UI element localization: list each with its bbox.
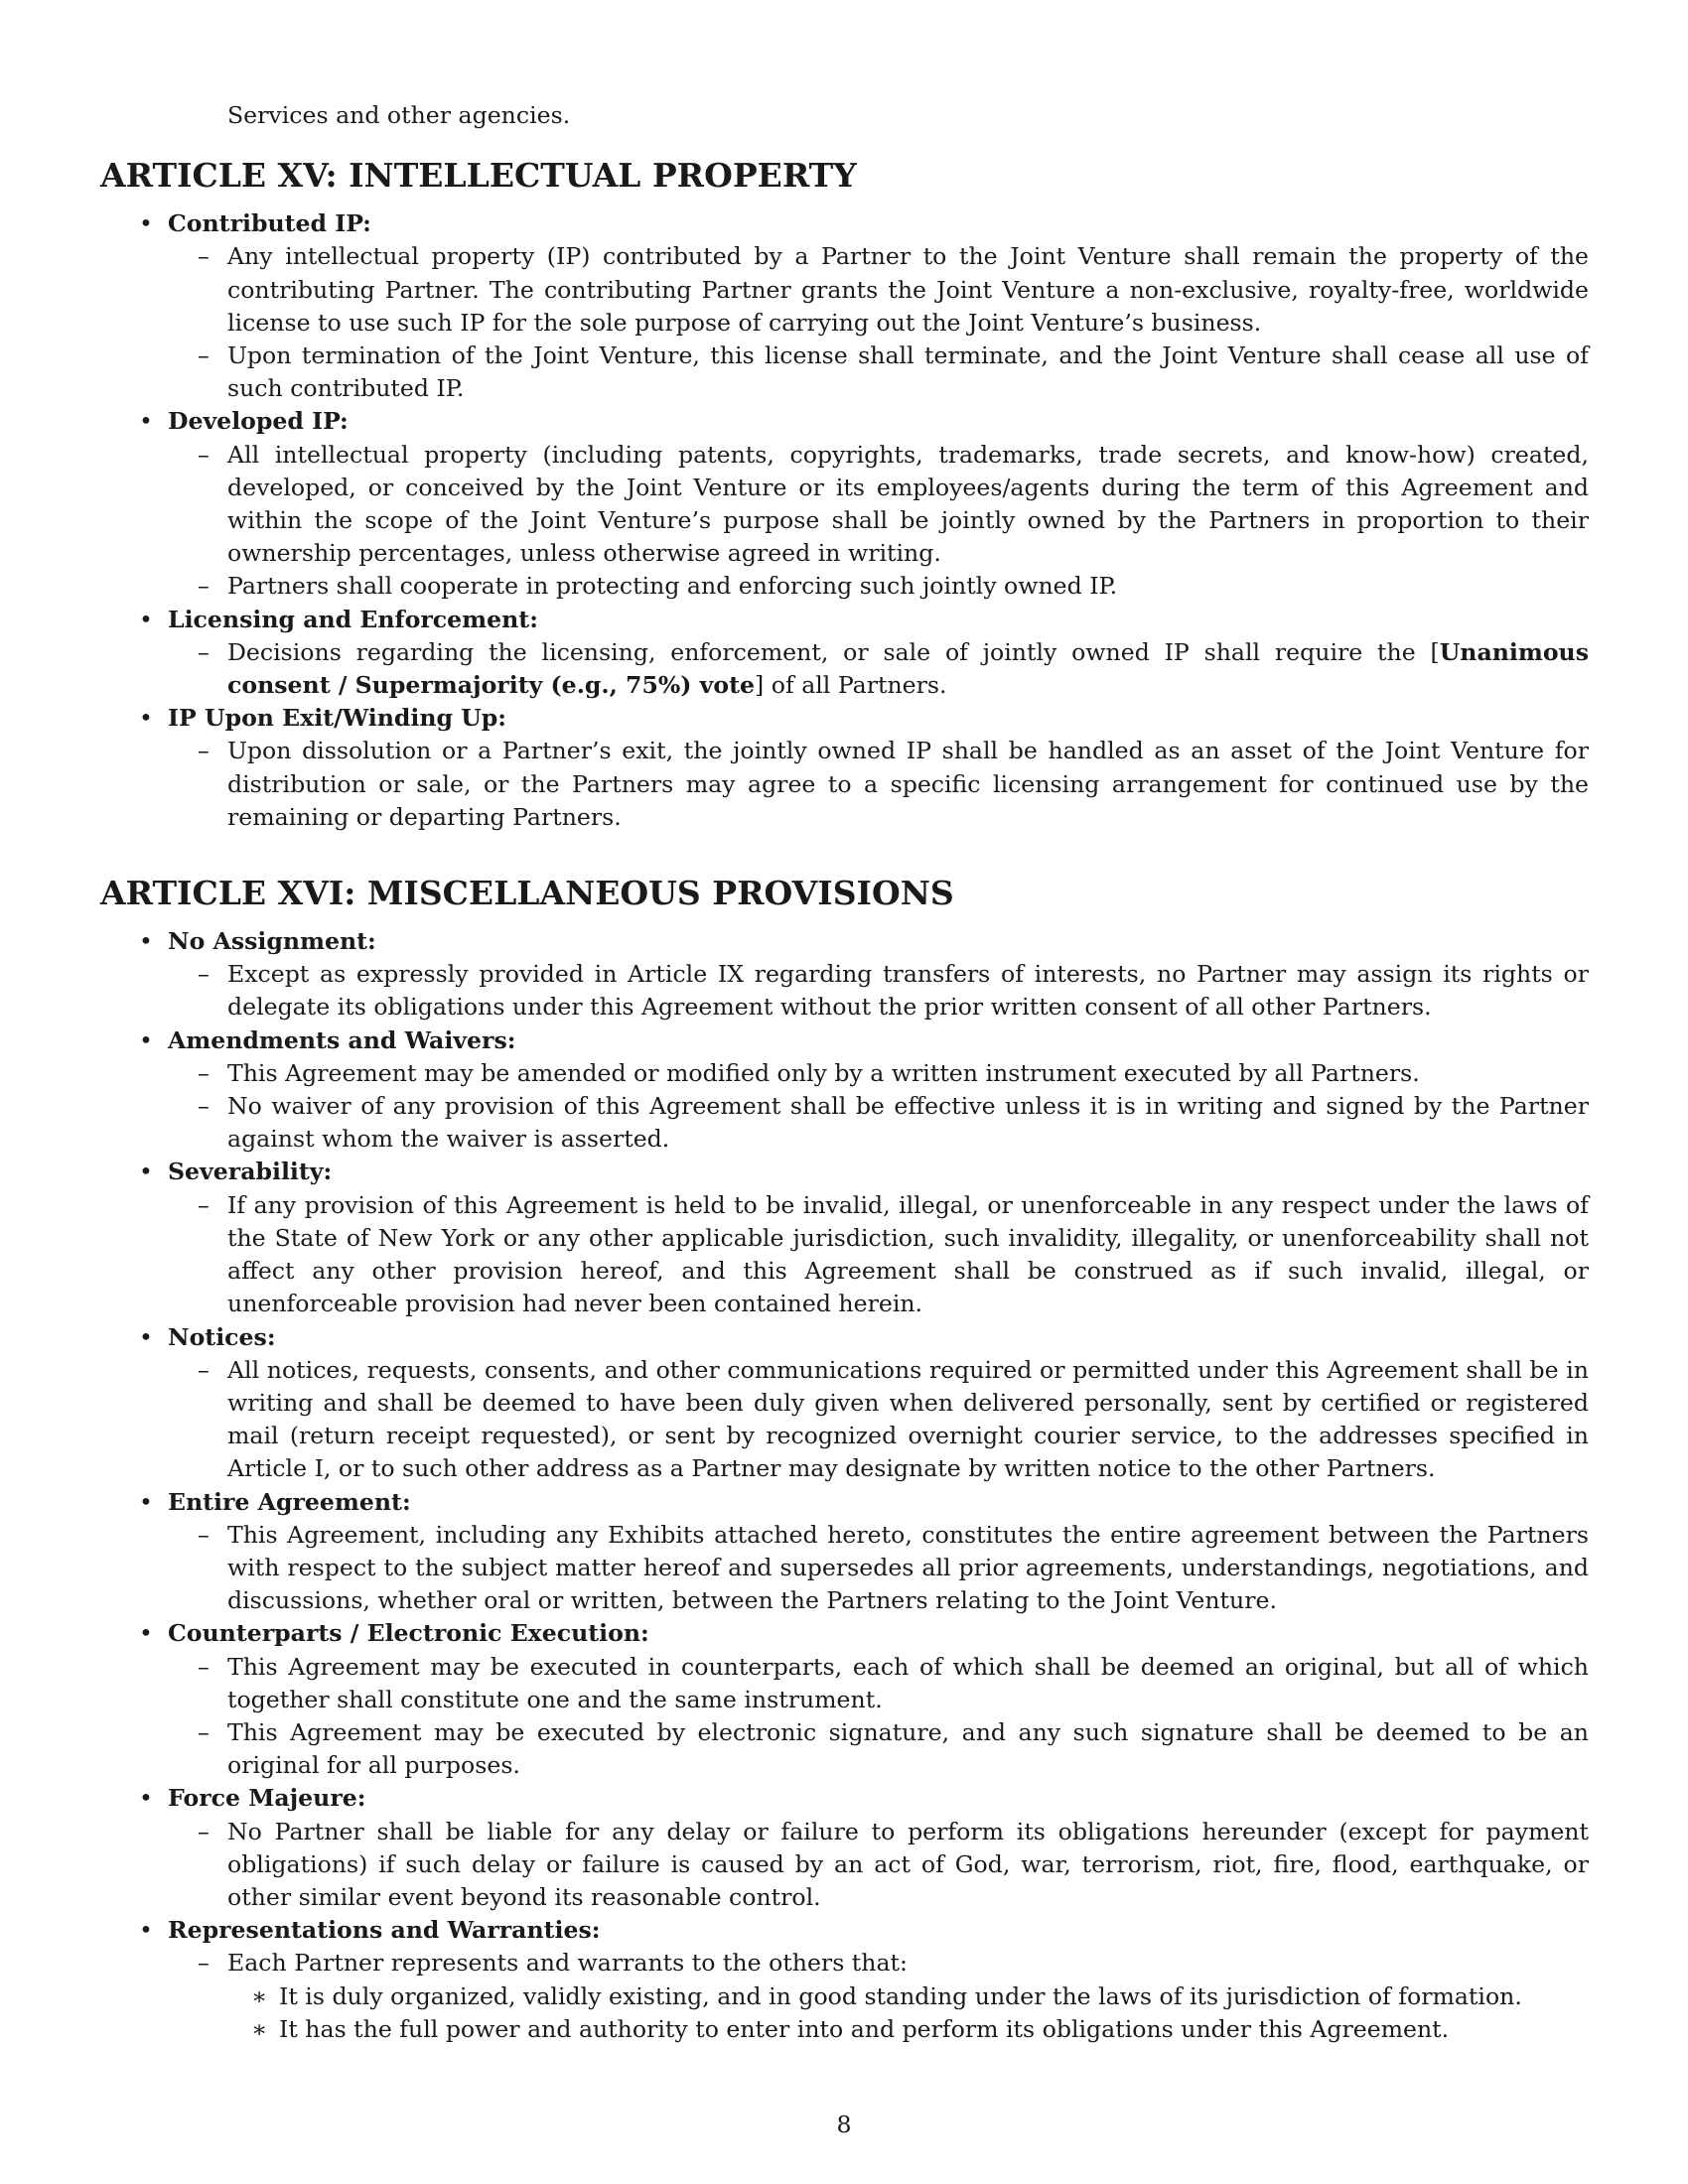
bullet-icon: • — [139, 704, 153, 733]
article-xv-list — [100, 207, 1589, 834]
sub-item-text: Any intellectual property (IP) contributed by a Partner to the Joint Venture shall remain the property of the contributing Partner. The contributing Partner grants the Joint Venture a non-exclusive, royalty-free, worldwide license to use such IP for the sole purpose of carrying out the Joint Venture’s business. — [227, 242, 1589, 337]
list-item-amendments-waivers — [100, 1024, 1589, 1157]
dash-icon: – — [198, 1058, 210, 1087]
dash-icon: – — [198, 960, 210, 989]
sub-item-text: Upon termination of the Joint Venture, this license shall terminate, and the Joint Venture shall cease all use of such contributed IP. — [227, 341, 1589, 403]
sub-item — [168, 240, 1589, 340]
sub-sub-item-text: It has the full power and authority to enter into and perform its obligations under this Agreement. — [279, 2014, 1450, 2043]
sub-item — [168, 1947, 1589, 2046]
item-label: Developed IP: — [168, 407, 349, 436]
dash-icon: – — [198, 1652, 210, 1681]
dash-icon: – — [198, 572, 210, 601]
document-page — [100, 99, 1589, 2046]
dash-icon: – — [198, 242, 210, 271]
item-label: No Assignment: — [168, 927, 376, 956]
bullet-icon: • — [139, 1916, 153, 1945]
article-xvi-list — [100, 925, 1589, 2046]
dash-icon: – — [198, 1949, 210, 1978]
bullet-icon: • — [139, 1158, 153, 1186]
bullet-icon: • — [139, 209, 153, 238]
bullet-icon: • — [139, 927, 153, 956]
dash-icon: – — [198, 1355, 210, 1384]
sub-item-text: No waiver of any provision of this Agreement shall be effective unless it is in writing and signed by the Partner against whom the waiver is asserted. — [227, 1092, 1589, 1154]
sub-item-text: This Agreement may be amended or modified only by a written instrument executed by all Partners. — [227, 1058, 1420, 1087]
sub-item-text: Upon dissolution or a Partner’s exit, the jointly owned IP shall be handled as an asset of the Joint Venture for distribution or sale, or the Partners may agree to a specific licensing arrangement for continued use by the remaining or departing Partners. — [227, 737, 1589, 831]
sub-item — [168, 570, 1589, 603]
item-label: IP Upon Exit/Winding Up: — [168, 704, 507, 733]
dash-icon: – — [198, 1092, 210, 1121]
item-label: Severability: — [168, 1158, 333, 1186]
item-label: Entire Agreement: — [168, 1487, 411, 1516]
page-number: 8 — [836, 2111, 852, 2138]
dash-icon: – — [198, 1717, 210, 1746]
sub-item — [168, 735, 1589, 834]
bullet-icon: • — [139, 1322, 153, 1351]
sub-item — [168, 1519, 1589, 1618]
dash-icon: – — [198, 1190, 210, 1219]
sub-item-text-post: ] of all Partners. — [755, 671, 947, 700]
item-label: Amendments and Waivers: — [168, 1025, 516, 1054]
item-label: Counterparts / Electronic Execution: — [168, 1619, 649, 1648]
bullet-icon: • — [139, 605, 153, 633]
sub-item — [168, 1354, 1589, 1486]
sub-item-text: If any provision of this Agreement is held to be invalid, illegal, or unenforceable in any respect under the laws of the State of New York or any other applicable jurisdiction, such invalidity, illegality, or unenforceability shall not affect any other provision hereof, and this Agreement shall be construed as if such invalid, illegal, or unenforceable provision had never been contained herein. — [227, 1190, 1589, 1318]
sub-sub-item — [227, 1980, 1589, 2013]
list-item-counterparts — [100, 1617, 1589, 1782]
sub-item — [168, 1651, 1589, 1716]
dash-icon: – — [198, 637, 210, 666]
sub-item — [168, 439, 1589, 571]
article-xv-heading: ARTICLE XV: INTELLECTUAL PROPERTY — [100, 156, 857, 196]
dash-icon: – — [198, 440, 210, 469]
sub-item-text: Each Partner represents and warrants to the others that: — [227, 1949, 908, 1978]
sub-sub-item-text: It is duly organized, validly existing, and in good standing under the laws of its jurisdiction of formation. — [279, 1981, 1522, 2010]
list-item-licensing-enforcement — [100, 604, 1589, 703]
sub-item — [168, 1716, 1589, 1782]
list-item-representations-warranties — [100, 1914, 1589, 2046]
item-label: Licensing and Enforcement: — [168, 605, 538, 633]
sub-item-text: This Agreement, including any Exhibits attached hereto, constitutes the entire agreement between the Partners with respect to the subject matter hereof and supersedes all prior agreements, understandings, negotiations, and discussions, whether oral or written, between the Partners relating to the Joint Venture. — [227, 1520, 1589, 1615]
sub-item-text: This Agreement may be executed in counterparts, each of which shall be deemed an original, but all of which together shall constitute one and the same instrument. — [227, 1652, 1589, 1713]
list-item-force-majeure — [100, 1782, 1589, 1914]
bullet-icon: • — [139, 1619, 153, 1648]
sub-item-text: All intellectual property (including patents, copyrights, trademarks, trade secrets, and know-how) created, developed, or conceived by the Joint Venture or its employees/agents during the term of this Agreement and within the scope of the Joint Venture’s purpose shall be jointly owned by the Partners in proportion to their ownership percentages, unless otherwise agreed in writing. — [227, 440, 1589, 568]
sub-item — [168, 1057, 1589, 1090]
sub-item-text-bold: Unanimous consent / Supermajority (e.g., 75%) vote — [227, 637, 1589, 700]
list-item-no-assignment — [100, 925, 1589, 1024]
bullet-icon: • — [139, 1784, 153, 1813]
item-label: Contributed IP: — [168, 209, 371, 238]
list-item-developed-ip — [100, 405, 1589, 603]
article-xvi-heading: ARTICLE XVI: MISCELLANEOUS PROVISIONS — [100, 874, 954, 913]
sub-item — [168, 340, 1589, 405]
sub-item — [168, 1090, 1589, 1156]
sub-item-text-pre: Decisions regarding the licensing, enforcement, or sale of jointly owned IP shall require the [ — [227, 637, 1440, 666]
dash-icon: – — [198, 737, 210, 765]
asterisk-icon: ∗ — [251, 2014, 268, 2043]
sub-sub-item — [227, 2013, 1589, 2046]
dash-icon: – — [198, 1520, 210, 1549]
asterisk-icon: ∗ — [251, 1981, 268, 2010]
sub-item-text: All notices, requests, consents, and other communications required or permitted under this Agreement shall be in writing and shall be deemed to have been duly given when delivered personally, sent by certified or registered mail (return receipt requested), or sent by recognized overnight courier service, to the addresses specified in Article I, or to such other address as a Partner may designate by written notice to the other Partners. — [227, 1355, 1589, 1483]
sub-item-text: This Agreement may be executed by electronic signature, and any such signature shall be deemed to be an original for all purposes. — [227, 1717, 1589, 1780]
item-label: Notices: — [168, 1322, 276, 1351]
sub-item-text: Partners shall cooperate in protecting and enforcing such jointly owned IP. — [227, 572, 1118, 601]
item-label: Representations and Warranties: — [168, 1916, 601, 1945]
dash-icon: – — [198, 341, 210, 370]
dash-icon: – — [198, 1817, 210, 1845]
item-label: Force Majeure: — [168, 1784, 366, 1813]
list-item-entire-agreement — [100, 1486, 1589, 1618]
list-item-severability — [100, 1156, 1589, 1320]
continuation-text: Services and other agencies. — [227, 101, 571, 129]
bullet-icon: • — [139, 1025, 153, 1054]
sub-item — [168, 1189, 1589, 1321]
sub-item — [168, 636, 1589, 702]
sub-item — [168, 1816, 1589, 1915]
bullet-icon: • — [139, 407, 153, 436]
bullet-icon: • — [139, 1487, 153, 1516]
sub-item-text: Except as expressly provided in Article IX regarding transfers of interests, no Partner may assign its rights or delegate its obligations under this Agreement without the prior written consent of all other Partners. — [227, 960, 1589, 1022]
list-item-notices — [100, 1321, 1589, 1486]
sub-item-text: No Partner shall be liable for any delay or failure to perform its obligations hereunder (except for payment obligations) if such delay or failure is caused by an act of God, war, terrorism, riot, fire, flood, earthquake, or other similar event beyond its reasonable control. — [227, 1817, 1589, 1911]
list-item-contributed-ip — [100, 207, 1589, 405]
sub-item — [168, 958, 1589, 1024]
list-item-ip-upon-exit — [100, 702, 1589, 834]
